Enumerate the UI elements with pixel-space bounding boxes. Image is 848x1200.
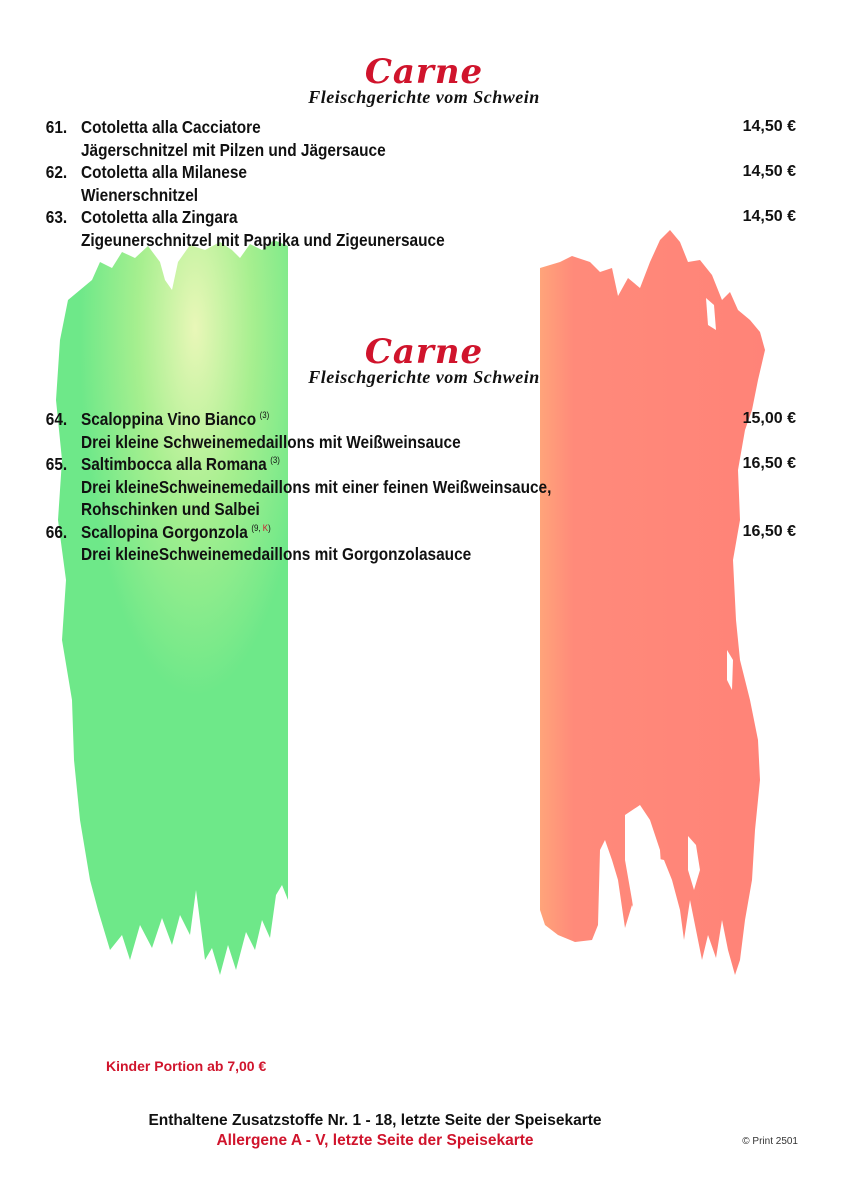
section-title: Carne: [364, 52, 484, 92]
item-number: 61.: [45, 117, 68, 137]
item-number: 65.: [45, 454, 68, 474]
item-name: Cotoletta alla Zingara: [80, 207, 238, 227]
item-name: Cotoletta alla Cacciatore: [80, 117, 261, 137]
item-number: 63.: [45, 207, 68, 227]
item-price: 16,50 €: [742, 522, 796, 540]
allergen-code: K: [262, 522, 269, 533]
menu-item: [0, 453, 848, 521]
menu-item: [0, 408, 848, 453]
item-description: Jägerschnitzel mit Pilzen und Jägersauce: [80, 139, 386, 160]
menu-section-1: [0, 116, 848, 251]
item-price: 14,50 €: [742, 208, 796, 225]
section-subtitle: Fleischgerichte vom Schwein: [308, 367, 540, 387]
item-description: Drei kleineSchweinemedaillons mit Gorgonzolasauce: [80, 544, 472, 564]
item-additives: (3): [270, 455, 280, 465]
item-price: 15,00 €: [742, 410, 796, 427]
item-price: 14,50 €: [742, 118, 796, 135]
item-description: Wienerschnitzel: [80, 184, 199, 205]
section-title: Carne: [364, 332, 484, 372]
item-price: 16,50 €: [742, 455, 796, 472]
menu-item: [0, 161, 848, 206]
menu-section-2: [0, 408, 848, 566]
item-description: Zigeunerschnitzel mit Paprika und Zigeunersauce: [80, 229, 445, 250]
additives-note: Enthaltene Zusatzstoffe Nr. 1 - 18, letzte Seite der Speisekarte: [148, 1112, 602, 1129]
item-description: Drei kleine Schweinemedaillons mit Weißweinsauce: [80, 431, 461, 452]
item-description: Rohschinken und Salbei: [80, 499, 260, 519]
item-price: 14,50 €: [742, 163, 796, 180]
print-copyright: © Print 2501: [742, 1136, 798, 1147]
item-name: Scallopina Gorgonzola: [80, 521, 248, 542]
section-header: [0, 54, 848, 106]
item-name: Cotoletta alla Milanese: [80, 162, 247, 182]
section-header: [0, 334, 848, 386]
item-number: 64.: [45, 409, 68, 429]
item-additives: (9, K): [251, 522, 271, 533]
footer-notes: [0, 1111, 750, 1151]
menu-item: [0, 206, 848, 251]
menu-item: [0, 521, 848, 566]
item-number: 66.: [45, 521, 68, 542]
item-name: Saltimbocca alla Romana: [80, 454, 267, 474]
item-name: Scaloppina Vino Bianco: [80, 409, 257, 429]
section-subtitle: Fleischgerichte vom Schwein: [308, 87, 540, 107]
allergens-note: Allergene A - V, letzte Seite der Speisekarte: [216, 1132, 534, 1149]
item-additives: (3): [259, 410, 270, 420]
item-description: Drei kleineSchweinemedaillons mit einer feinen Weißweinsauce,: [80, 476, 552, 497]
menu-item: [0, 116, 848, 161]
item-number: 62.: [45, 162, 68, 182]
kids-portion-note: Kinder Portion ab 7,00 €: [106, 1058, 267, 1074]
